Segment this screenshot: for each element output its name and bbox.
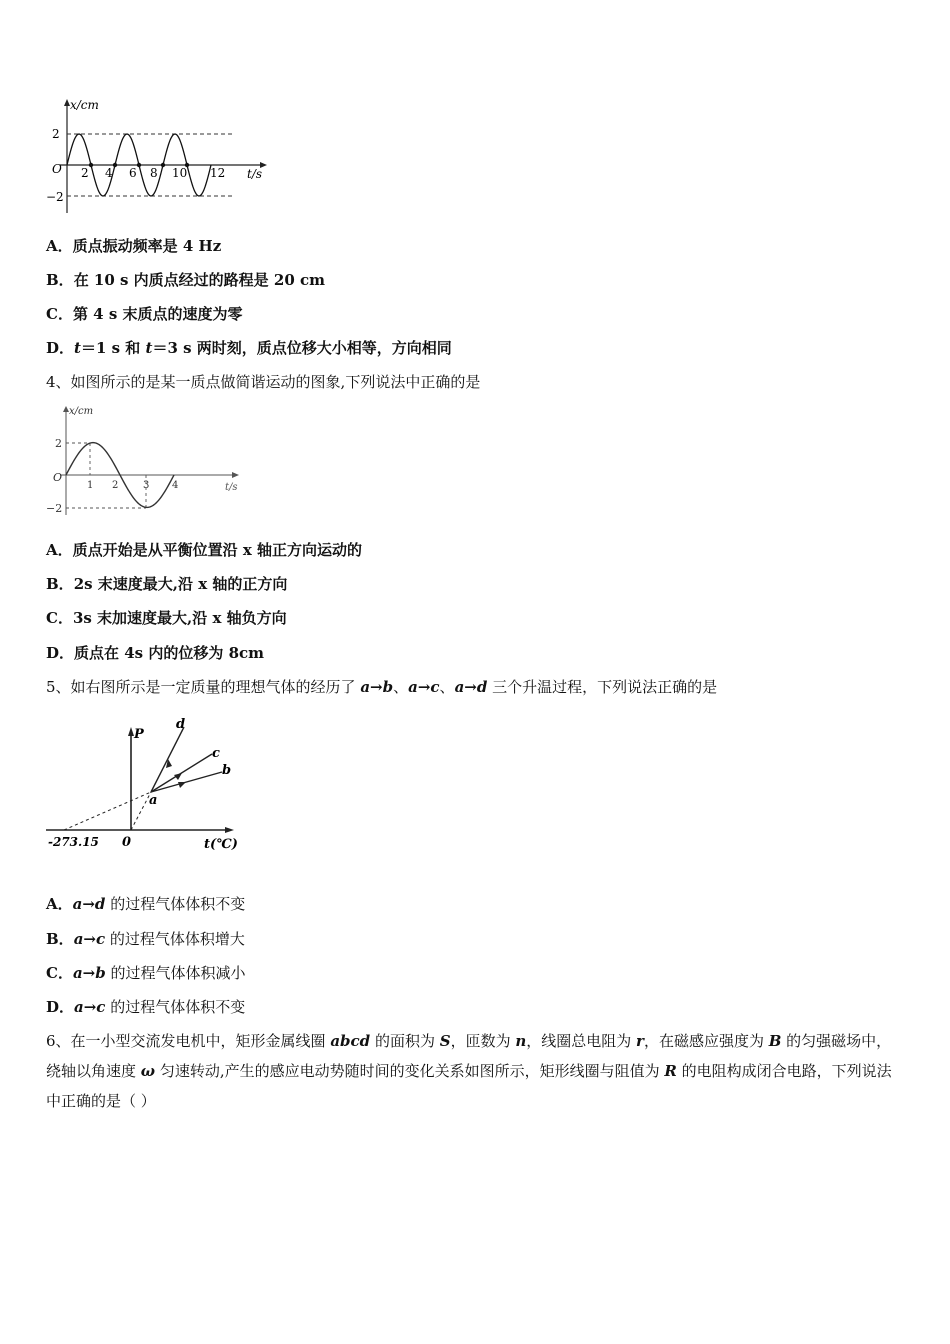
option-label: D．: [46, 998, 75, 1016]
option-label: B．: [46, 930, 74, 948]
y-axis-label: x/cm: [70, 98, 99, 112]
option-label: D．: [46, 339, 75, 357]
x-tick-6: 6: [129, 166, 137, 180]
q4-option-b: [46, 574, 287, 594]
q5-option-c: [46, 963, 246, 983]
q5-text: 三个升温过程，下列说法正确的是: [487, 678, 718, 696]
option-text: 2s 末速度最大,沿 x 轴的正方向: [73, 575, 288, 593]
option-text: 第 4 s 末质点的速度为零: [72, 305, 243, 323]
point-a-label: a: [149, 793, 158, 808]
x-axis-arrow: [232, 472, 239, 478]
q6-question: [46, 1026, 904, 1116]
q6-text: ，匝数为: [450, 1032, 516, 1050]
option-text: 在 10 s 内质点经过的路程是 20 cm: [73, 271, 325, 289]
q3-option-b: [46, 270, 325, 290]
q5-option-d: [46, 997, 245, 1017]
y-tick-neg2: −2: [46, 502, 63, 515]
option-text: 质点在 4s 内的位移为 8cm: [74, 644, 265, 662]
x-tick-4: 4: [105, 166, 113, 180]
zero-crossing-dot: [89, 163, 93, 167]
q5-option-a: [46, 894, 245, 914]
var-n: n: [515, 1032, 527, 1050]
line-ab: [151, 772, 222, 792]
origin-label: O: [53, 471, 63, 484]
dash-to-origin: [131, 792, 151, 830]
option-label: B．: [46, 575, 74, 593]
option-label: A．: [46, 541, 73, 559]
y-tick-2: 2: [52, 127, 60, 141]
q4-question: 4、如图所示的是某一质点做简谐运动的图象,下列说法中正确的是: [46, 373, 481, 391]
q4-option-d: [46, 643, 264, 663]
t-axis-label: t(℃): [204, 837, 238, 852]
option-label: C．: [46, 964, 73, 982]
option-text: 3s 末加速度最大,沿 x 轴负方向: [72, 609, 287, 627]
q6-text: 6、在一小型交流发电机中，矩形金属线圈: [46, 1032, 331, 1050]
var-abcd: abcd: [330, 1032, 371, 1050]
x-tick-8: 8: [150, 166, 158, 180]
q6-text: ，在磁感应强度为: [643, 1032, 769, 1050]
var-R: R: [664, 1062, 677, 1080]
var-omega: ω: [140, 1062, 156, 1080]
zero-label: 0: [122, 835, 132, 850]
option-text: ＝1 s 和: [80, 339, 146, 357]
zero-crossing-dot: [137, 163, 141, 167]
x-tick-1: 1: [87, 480, 94, 491]
figure-1-xt-graph: [40, 95, 280, 220]
origin-label: O: [52, 162, 62, 176]
var-s: S: [439, 1032, 451, 1050]
option-label: A．: [46, 237, 73, 255]
q6-text: ，线圈总电阻为: [526, 1032, 637, 1050]
q5-text: 5、如右图所示是一定质量的理想气体的经历了: [46, 678, 361, 696]
x-tick-2: 2: [81, 166, 89, 180]
process: a→c: [74, 998, 106, 1016]
process: a→b: [72, 964, 106, 982]
option-label: C．: [46, 609, 73, 627]
t-axis-arrow: [225, 827, 234, 833]
y-tick-neg2: −2: [46, 190, 64, 204]
option-label: B．: [46, 271, 74, 289]
process: a→d: [72, 895, 106, 913]
option-text: 质点开始是从平衡位置沿 x 轴正方向运动的: [72, 541, 363, 559]
x-tick-2: 2: [112, 480, 119, 491]
x-axis-label: t/s: [225, 482, 238, 493]
q6-text: 的面积为: [370, 1032, 440, 1050]
y-tick-2: 2: [55, 437, 62, 450]
point-c-label: c: [212, 746, 220, 761]
q3-option-d: [46, 338, 452, 358]
process-ac: a→c: [408, 678, 440, 696]
option-text: 的过程气体体积不变: [105, 998, 246, 1016]
x-tick-3: 3: [143, 480, 150, 491]
option-label: D．: [46, 644, 75, 662]
arrow-ab: [178, 782, 186, 788]
option-label: A．: [46, 895, 73, 913]
zero-crossing-dot: [161, 163, 165, 167]
q5-sep: 、: [439, 678, 455, 696]
dash-to-minus273: [64, 792, 151, 830]
option-label: C．: [46, 305, 73, 323]
process: a→c: [73, 930, 106, 948]
x-tick-12: 12: [210, 166, 226, 180]
y-axis-label: x/cm: [69, 406, 94, 417]
p-axis-label: P: [134, 727, 144, 742]
point-d-label: d: [176, 717, 186, 732]
process-ad: a→d: [454, 678, 488, 696]
minus-273-label: -273.15: [48, 835, 99, 849]
var-r: r: [636, 1032, 644, 1050]
q3-option-c: [46, 304, 243, 324]
q4-option-c: [46, 608, 287, 628]
figure-q4-xt-graph: [42, 400, 252, 518]
x-axis-label: t/s: [247, 167, 263, 181]
option-text: 质点振动频率是 4 Hz: [72, 237, 222, 255]
q5-question: [46, 677, 717, 697]
q6-text: 的电阻构成闭合电路，下列说法中正确的是（ ）: [46, 1062, 892, 1110]
option-text: 的过程气体体积增大: [105, 930, 245, 948]
option-text: ＝3 s 两时刻，质点位移大小相等，方向相同: [152, 339, 452, 357]
option-text: 的过程气体体积减小: [105, 964, 246, 982]
x-tick-4: 4: [172, 480, 179, 491]
figure-q5-pt-graph: [44, 712, 244, 857]
point-b-label: b: [222, 763, 232, 778]
zero-crossing-dot: [113, 163, 117, 167]
q3-option-a: [46, 236, 221, 256]
process-ab: a→b: [360, 678, 394, 696]
option-text: 的过程气体体积不变: [105, 895, 246, 913]
x-tick-10: 10: [172, 166, 188, 180]
var-t: t: [145, 339, 153, 357]
var-t: t: [74, 339, 81, 357]
q6-text: 的匀强磁场中，绕轴以角速度: [46, 1032, 892, 1080]
q5-sep: 、: [393, 678, 409, 696]
q4-option-a: [46, 540, 362, 560]
var-b: B: [768, 1032, 782, 1050]
q5-option-b: [46, 929, 245, 949]
q6-text: 匀速转动,产生的感应电动势随时间的变化关系如图所示，矩形线圈与阻值为: [155, 1062, 665, 1080]
